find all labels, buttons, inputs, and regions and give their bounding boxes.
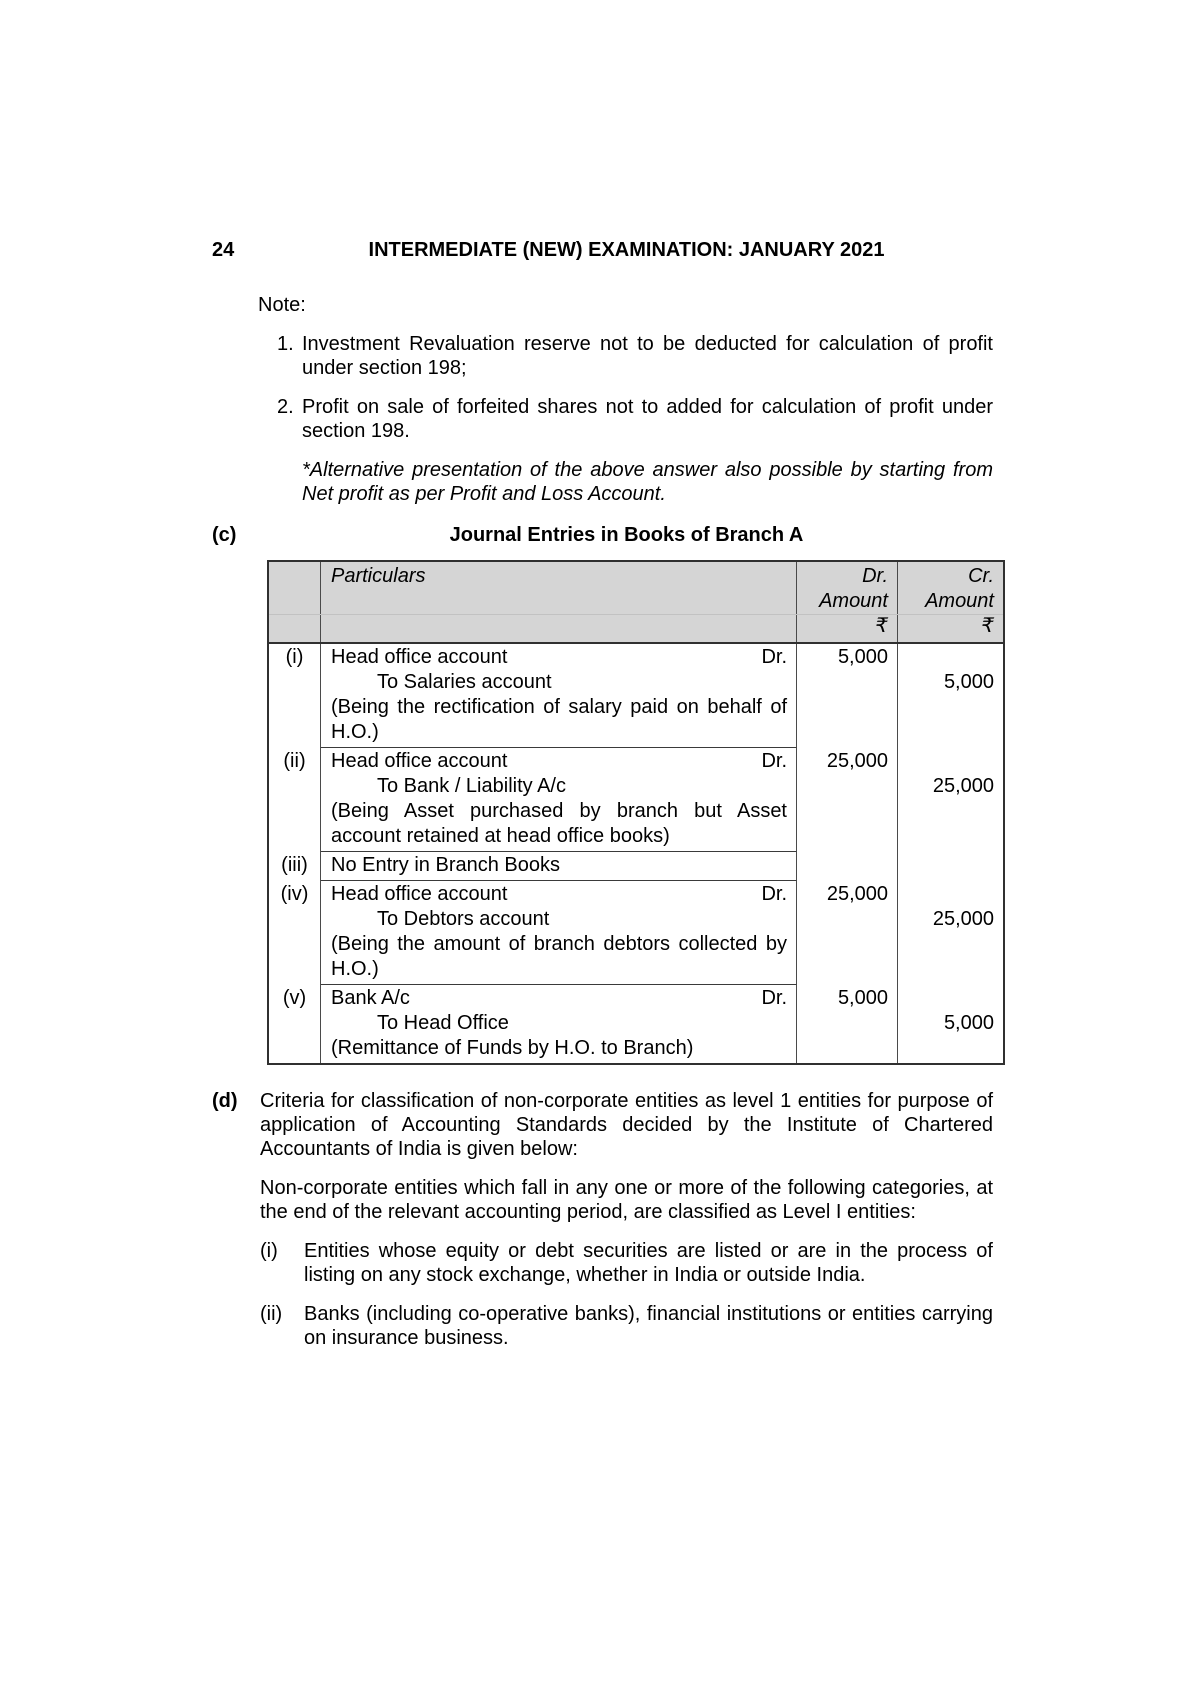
header-particulars: Particulars — [321, 562, 797, 642]
section-d-item — [260, 1239, 993, 1287]
entry-number: (v) — [269, 985, 321, 1063]
dr-label: Dr. — [761, 883, 787, 905]
credit-account: To Salaries account — [377, 671, 552, 693]
entry-number: (iii) — [269, 852, 321, 881]
narration: (Remittance of Funds by H.O. to Branch) — [331, 1037, 694, 1059]
section-d-item-text: Banks (including co-operative banks), financial institutions or entities carrying on insurance business. — [304, 1303, 993, 1349]
note-section — [258, 293, 993, 506]
entry-number: (ii) — [269, 748, 321, 852]
header-cr-currency: ₹ — [981, 615, 994, 637]
header-title: INTERMEDIATE (NEW) EXAMINATION: JANUARY 2021 — [368, 239, 885, 261]
journal-entry — [269, 852, 1003, 881]
entry-number: (iv) — [269, 881, 321, 985]
cr-amount: 25,000 — [932, 775, 994, 797]
cr-amount: 5,000 — [943, 671, 994, 693]
journal-entry — [269, 748, 1003, 852]
header-dr-amount-label: Amount — [819, 590, 888, 612]
dr-amount: 25,000 — [826, 883, 888, 905]
section-d-item-number: (i) — [260, 1240, 278, 1262]
debit-account: No Entry in Branch Books — [331, 854, 560, 876]
table-header-row — [269, 562, 1003, 644]
credit-account: To Head Office — [377, 1012, 509, 1034]
dr-amount: 25,000 — [826, 750, 888, 772]
section-d-item-number: (ii) — [260, 1303, 283, 1325]
narration: (Being the rectification of salary paid on behalf of H.O.) — [331, 696, 787, 743]
dr-amount: 5,000 — [837, 987, 888, 1009]
alternative-note: *Alternative presentation of the above answer also possible by starting from Net profit as per Profit and Loss Account. — [302, 459, 993, 505]
note-label: Note: — [258, 294, 306, 316]
entry-number: (i) — [269, 644, 321, 748]
section-d-paragraph: Criteria for classification of non-corporate entities as level 1 entities for purpose of application of Accounting Standards decided by the Institute of Chartered Accountants of India is given below: — [260, 1090, 993, 1160]
section-d-item-text: Entities whose equity or debt securities are listed or are in the process of listing on any stock exchange, whether in India or outside India. — [304, 1240, 993, 1286]
note-item-number: 1. — [277, 333, 294, 355]
note-item — [258, 395, 993, 443]
header-dr-currency: ₹ — [875, 615, 888, 637]
section-c-label: (c) — [212, 524, 237, 546]
dr-label: Dr. — [761, 987, 787, 1009]
note-item-text: Profit on sale of forfeited shares not to added for calculation of profit under section 198. — [302, 396, 993, 442]
debit-account: Bank A/c — [331, 987, 410, 1009]
narration: (Being Asset purchased by branch but Asset account retained at head office books) — [331, 800, 787, 847]
journal-table — [267, 560, 1005, 1065]
page-number: 24 — [212, 239, 235, 261]
dr-label: Dr. — [761, 646, 787, 668]
header-cr-title: Cr. — [968, 565, 994, 587]
debit-account: Head office account — [331, 750, 508, 772]
debit-account: Head office account — [331, 883, 508, 905]
credit-account: To Bank / Liability A/c — [377, 775, 566, 797]
section-c-title: Journal Entries in Books of Branch A — [449, 524, 804, 546]
page-header — [212, 238, 993, 262]
header-cr-amount-label: Amount — [925, 590, 994, 612]
journal-entry — [269, 985, 1003, 1063]
credit-account: To Debtors account — [377, 908, 550, 930]
header-dr-amount — [797, 562, 898, 642]
section-d-item — [260, 1302, 993, 1350]
section-d-label: (d) — [212, 1090, 238, 1112]
dr-label: Dr. — [761, 750, 787, 772]
journal-entry — [269, 644, 1003, 748]
header-cr-amount — [898, 562, 1003, 642]
section-d-paragraph: Non-corporate entities which fall in any one or more of the following categories, at the end of the relevant accounting period, are classified as Level I entities: — [260, 1177, 993, 1223]
note-item-number: 2. — [277, 396, 294, 418]
note-item — [258, 332, 993, 380]
header-dr-title: Dr. — [862, 565, 888, 587]
cr-amount: 5,000 — [943, 1012, 994, 1034]
debit-account: Head office account — [331, 646, 508, 668]
note-item-text: Investment Revaluation reserve not to be deducted for calculation of profit under section 198; — [302, 333, 993, 379]
journal-entry — [269, 881, 1003, 985]
dr-amount: 5,000 — [837, 646, 888, 668]
cr-amount: 25,000 — [932, 908, 994, 930]
narration: (Being the amount of branch debtors collected by H.O.) — [331, 933, 787, 980]
section-c — [212, 523, 993, 1065]
header-corner-cell — [269, 562, 321, 642]
section-d — [212, 1089, 993, 1350]
